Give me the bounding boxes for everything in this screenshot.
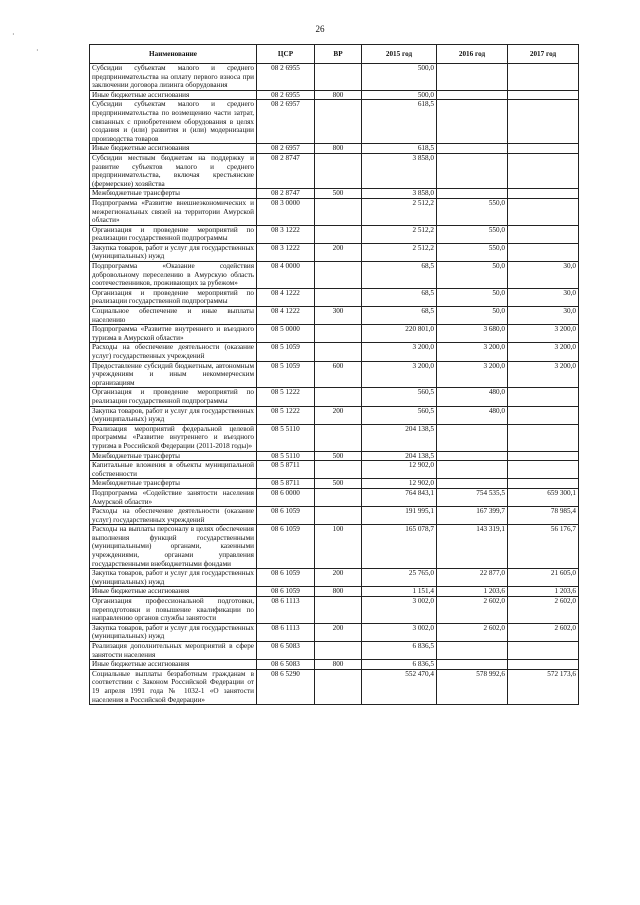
cell-vr: 300 [315, 307, 362, 325]
cell-2016: 1 203,6 [437, 587, 508, 597]
cell-2015: 68,5 [362, 262, 437, 289]
cell-vr [315, 642, 362, 660]
table-body [90, 64, 579, 705]
cell-2016: 50,0 [437, 262, 508, 289]
cell-csr: 08 6 5083 [257, 660, 315, 670]
cell-name: Предоставление субсидий бюджетным, автономным учреждениям и иным некоммерческим организациям [90, 361, 257, 388]
cell-2015: 618,5 [362, 144, 437, 154]
table-row [90, 488, 579, 506]
cell-2017: 30,0 [508, 288, 579, 306]
cell-name: Организация и проведение мероприятий по реализации государственной подпрограммы [90, 288, 257, 306]
table-row [90, 343, 579, 361]
cell-name: Организация профессиональной подготовки, переподготовки и повышение квалификации по направлению органов службы занятости [90, 597, 257, 624]
cell-name: Закупка товаров, работ и услуг для государственных (муниципальных) нужд [90, 406, 257, 424]
cell-vr: 800 [315, 660, 362, 670]
cell-csr: 08 6 1059 [257, 587, 315, 597]
cell-vr [315, 262, 362, 289]
cell-2016 [437, 424, 508, 451]
cell-name: Расходы на выплаты персоналу в целях обеспечения выполнения функций государственными (муниципальными) органами, казенными учреждениями, органами управления государственными внебюджетными фондами [90, 525, 257, 569]
cell-2017: 659 300,1 [508, 488, 579, 506]
cell-2017: 21 605,0 [508, 569, 579, 587]
table-row [90, 642, 579, 660]
cell-csr: 08 6 1059 [257, 525, 315, 569]
cell-vr [315, 424, 362, 451]
cell-2015: 204 138,5 [362, 424, 437, 451]
cell-2015: 500,0 [362, 64, 437, 91]
cell-csr: 08 6 5083 [257, 642, 315, 660]
cell-vr: 200 [315, 569, 362, 587]
cell-2017 [508, 153, 579, 188]
cell-csr: 08 2 8747 [257, 153, 315, 188]
cell-name: Субсидии субъектам малого и среднего предпринимательства по возмещению части затрат, связанных с приобретением оборудования в целях создания и (или) развития и (или) модернизации производства товаров [90, 100, 257, 144]
cell-2017 [508, 660, 579, 670]
cell-csr: 08 6 1059 [257, 569, 315, 587]
cell-2017: 30,0 [508, 262, 579, 289]
cell-2017: 2 602,0 [508, 623, 579, 641]
cell-2016 [437, 660, 508, 670]
table-row [90, 90, 579, 100]
cell-csr: 08 4 0000 [257, 262, 315, 289]
cell-name: Расходы на обеспечение деятельности (оказание услуг) государственных учреждений [90, 343, 257, 361]
table-header-row [90, 45, 579, 64]
cell-2016 [437, 153, 508, 188]
cell-name: Организация и проведение мероприятий по реализации государственной подпрограммы [90, 225, 257, 243]
cell-2015: 2 512,2 [362, 198, 437, 225]
cell-2016: 22 877,0 [437, 569, 508, 587]
table-row [90, 623, 579, 641]
cell-name: Расходы на обеспечение деятельности (оказание услуг) государственных учреждений [90, 507, 257, 525]
cell-2017 [508, 388, 579, 406]
cell-csr: 08 2 8747 [257, 189, 315, 199]
cell-vr [315, 461, 362, 479]
cell-csr: 08 5 8711 [257, 479, 315, 489]
cell-name: Субсидии субъектам малого и среднего предпринимательства на оплату первого взноса при заключении договора лизинга оборудования [90, 64, 257, 91]
cell-vr: 800 [315, 144, 362, 154]
page-number: 26 [315, 24, 325, 34]
table-row [90, 100, 579, 144]
cell-2016: 167 399,7 [437, 507, 508, 525]
cell-vr: 100 [315, 525, 362, 569]
cell-csr: 08 5 0000 [257, 325, 315, 343]
table-row [90, 451, 579, 461]
cell-2015: 618,5 [362, 100, 437, 144]
table-row [90, 479, 579, 489]
table-row [90, 189, 579, 199]
cell-vr: 500 [315, 479, 362, 489]
cell-2017 [508, 461, 579, 479]
cell-2016: 480,0 [437, 406, 508, 424]
header-2016: 2016 год [437, 45, 508, 64]
cell-2015: 204 138,5 [362, 451, 437, 461]
cell-vr [315, 153, 362, 188]
cell-name: Иные бюджетные ассигнования [90, 144, 257, 154]
cell-csr: 08 5 1222 [257, 406, 315, 424]
cell-name: Социальные выплаты безработным гражданам в соответствии с Законом Российской Федерации от 19 апреля 1991 года № 1032-1 «О занятости населения в Российской Федерации» [90, 669, 257, 704]
cell-2015: 3 858,0 [362, 189, 437, 199]
cell-name: Социальное обеспечение и иные выплаты населению [90, 307, 257, 325]
table-row [90, 597, 579, 624]
cell-name: Подпрограмма «Оказание содействия добровольному переселению в Амурскую область соотечественников, проживающих за рубежом» [90, 262, 257, 289]
cell-name: Реализация дополнительных мероприятий в сфере занятости населения [90, 642, 257, 660]
cell-2015: 6 836,5 [362, 660, 437, 670]
cell-vr: 200 [315, 406, 362, 424]
cell-2015: 25 765,0 [362, 569, 437, 587]
cell-name: Иные бюджетные ассигнования [90, 587, 257, 597]
table-row [90, 406, 579, 424]
scan-mark: · [12, 30, 15, 39]
cell-csr: 08 2 6955 [257, 64, 315, 91]
cell-name: Подпрограмма «Содействие занятости населения Амурской области» [90, 488, 257, 506]
cell-2015: 3 200,0 [362, 343, 437, 361]
cell-vr [315, 343, 362, 361]
cell-2017 [508, 90, 579, 100]
cell-2017 [508, 64, 579, 91]
cell-2017: 78 985,4 [508, 507, 579, 525]
header-vr: ВР [315, 45, 362, 64]
cell-csr: 08 2 6955 [257, 90, 315, 100]
cell-vr [315, 288, 362, 306]
cell-2017: 3 200,0 [508, 343, 579, 361]
cell-2015: 2 512,2 [362, 243, 437, 261]
table-row [90, 569, 579, 587]
cell-vr: 500 [315, 189, 362, 199]
cell-2015: 191 995,1 [362, 507, 437, 525]
cell-2015: 3 858,0 [362, 153, 437, 188]
cell-name: Организация и проведение мероприятий по реализации государственной подпрограммы [90, 388, 257, 406]
header-2015: 2015 год [362, 45, 437, 64]
cell-2016: 50,0 [437, 288, 508, 306]
cell-vr: 200 [315, 243, 362, 261]
cell-vr: 500 [315, 451, 362, 461]
cell-2016: 550,0 [437, 243, 508, 261]
cell-2015: 3 200,0 [362, 361, 437, 388]
cell-name: Реализация мероприятий федеральной целевой программы «Развитие внутреннего и въездного туризма в Российской Федерации (2011-2018 годы)» [90, 424, 257, 451]
cell-name: Закупка товаров, работ и услуг для государственных (муниципальных) нужд [90, 569, 257, 587]
table-row [90, 243, 579, 261]
cell-csr: 08 5 1222 [257, 388, 315, 406]
cell-vr [315, 198, 362, 225]
cell-csr: 08 6 1113 [257, 597, 315, 624]
cell-2017: 3 200,0 [508, 325, 579, 343]
table-row [90, 669, 579, 704]
cell-csr: 08 3 1222 [257, 243, 315, 261]
cell-name: Иные бюджетные ассигнования [90, 660, 257, 670]
cell-2016 [437, 100, 508, 144]
cell-2016 [437, 144, 508, 154]
cell-vr [315, 507, 362, 525]
cell-2017: 3 200,0 [508, 361, 579, 388]
cell-2017: 1 203,6 [508, 587, 579, 597]
scan-mark: · [36, 46, 39, 55]
cell-2017 [508, 189, 579, 199]
cell-2016: 2 602,0 [437, 597, 508, 624]
cell-2016: 3 680,0 [437, 325, 508, 343]
header-2017: 2017 год [508, 45, 579, 64]
cell-2016: 754 535,5 [437, 488, 508, 506]
cell-2016: 3 200,0 [437, 343, 508, 361]
cell-vr: 800 [315, 587, 362, 597]
budget-table [89, 44, 579, 705]
cell-2017 [508, 424, 579, 451]
cell-csr: 08 6 0000 [257, 488, 315, 506]
cell-2016 [437, 64, 508, 91]
cell-2016 [437, 642, 508, 660]
table-row [90, 525, 579, 569]
cell-csr: 08 5 5110 [257, 451, 315, 461]
table-row [90, 587, 579, 597]
cell-2015: 12 902,0 [362, 461, 437, 479]
cell-csr: 08 3 1222 [257, 225, 315, 243]
cell-vr [315, 669, 362, 704]
cell-vr [315, 388, 362, 406]
cell-2017: 30,0 [508, 307, 579, 325]
cell-vr [315, 64, 362, 91]
cell-vr: 200 [315, 623, 362, 641]
cell-2017: 2 602,0 [508, 597, 579, 624]
table-row [90, 198, 579, 225]
cell-name: Закупка товаров, работ и услуг для государственных (муниципальных) нужд [90, 623, 257, 641]
cell-vr [315, 488, 362, 506]
cell-2017 [508, 225, 579, 243]
cell-2017 [508, 198, 579, 225]
cell-2015: 2 512,2 [362, 225, 437, 243]
header-csr: ЦСР [257, 45, 315, 64]
cell-name: Межбюджетные трансферты [90, 451, 257, 461]
cell-name: Капитальные вложения в объекты муниципальной собственности [90, 461, 257, 479]
cell-2016: 143 319,1 [437, 525, 508, 569]
table-row [90, 325, 579, 343]
table-row [90, 660, 579, 670]
cell-2015: 552 470,4 [362, 669, 437, 704]
table-row [90, 307, 579, 325]
cell-name: Иные бюджетные ассигнования [90, 90, 257, 100]
cell-2016: 480,0 [437, 388, 508, 406]
cell-2016 [437, 451, 508, 461]
cell-2015: 6 836,5 [362, 642, 437, 660]
cell-name: Подпрограмма «Развитие внутреннего и въездного туризма в Амурской области» [90, 325, 257, 343]
cell-name: Подпрограмма «Развитие внешнеэкономических и межрегиональных связей на территории Амурской области» [90, 198, 257, 225]
cell-vr [315, 325, 362, 343]
cell-2015: 12 902,0 [362, 479, 437, 489]
cell-name: Субсидии местным бюджетам на поддержку и развитие субъектов малого и среднего предпринимательства, включая крестьянские (фермерские) хозяйства [90, 153, 257, 188]
cell-2015: 1 151,4 [362, 587, 437, 597]
header-name: Наименование [90, 45, 257, 64]
cell-csr: 08 6 5290 [257, 669, 315, 704]
cell-2016 [437, 479, 508, 489]
cell-2016: 2 602,0 [437, 623, 508, 641]
table-row [90, 225, 579, 243]
cell-name: Межбюджетные трансферты [90, 189, 257, 199]
cell-vr [315, 225, 362, 243]
cell-vr [315, 100, 362, 144]
cell-csr: 08 6 1113 [257, 623, 315, 641]
cell-2015: 764 843,1 [362, 488, 437, 506]
cell-2015: 3 002,0 [362, 623, 437, 641]
cell-2016: 3 200,0 [437, 361, 508, 388]
cell-2016: 50,0 [437, 307, 508, 325]
cell-csr: 08 6 1059 [257, 507, 315, 525]
cell-2016: 550,0 [437, 198, 508, 225]
cell-2015: 165 078,7 [362, 525, 437, 569]
cell-2016 [437, 461, 508, 479]
cell-2016: 550,0 [437, 225, 508, 243]
table-row [90, 424, 579, 451]
cell-vr: 600 [315, 361, 362, 388]
cell-2016 [437, 189, 508, 199]
cell-2017 [508, 451, 579, 461]
cell-csr: 08 5 8711 [257, 461, 315, 479]
cell-csr: 08 4 1222 [257, 288, 315, 306]
cell-2017 [508, 642, 579, 660]
cell-2015: 500,0 [362, 90, 437, 100]
cell-2016 [437, 90, 508, 100]
cell-2017: 56 176,7 [508, 525, 579, 569]
cell-2015: 220 801,0 [362, 325, 437, 343]
cell-2017: 572 173,6 [508, 669, 579, 704]
table-row [90, 144, 579, 154]
table-row [90, 461, 579, 479]
cell-2017 [508, 406, 579, 424]
table-row [90, 262, 579, 289]
table-row [90, 288, 579, 306]
cell-2017 [508, 144, 579, 154]
cell-csr: 08 2 6957 [257, 144, 315, 154]
cell-name: Закупка товаров, работ и услуг для государственных (муниципальных) нужд [90, 243, 257, 261]
table-row [90, 153, 579, 188]
table-row [90, 507, 579, 525]
cell-2015: 560,5 [362, 388, 437, 406]
cell-2017 [508, 479, 579, 489]
cell-2017 [508, 100, 579, 144]
table-row [90, 361, 579, 388]
table-row [90, 64, 579, 91]
cell-2015: 560,5 [362, 406, 437, 424]
cell-vr [315, 597, 362, 624]
cell-2017 [508, 243, 579, 261]
cell-2016: 578 992,6 [437, 669, 508, 704]
cell-csr: 08 5 5110 [257, 424, 315, 451]
cell-csr: 08 4 1222 [257, 307, 315, 325]
cell-csr: 08 5 1059 [257, 361, 315, 388]
cell-csr: 08 3 0000 [257, 198, 315, 225]
cell-2015: 68,5 [362, 288, 437, 306]
table-row [90, 388, 579, 406]
cell-csr: 08 2 6957 [257, 100, 315, 144]
cell-2015: 3 002,0 [362, 597, 437, 624]
cell-vr: 800 [315, 90, 362, 100]
cell-csr: 08 5 1059 [257, 343, 315, 361]
cell-2015: 68,5 [362, 307, 437, 325]
cell-name: Межбюджетные трансферты [90, 479, 257, 489]
